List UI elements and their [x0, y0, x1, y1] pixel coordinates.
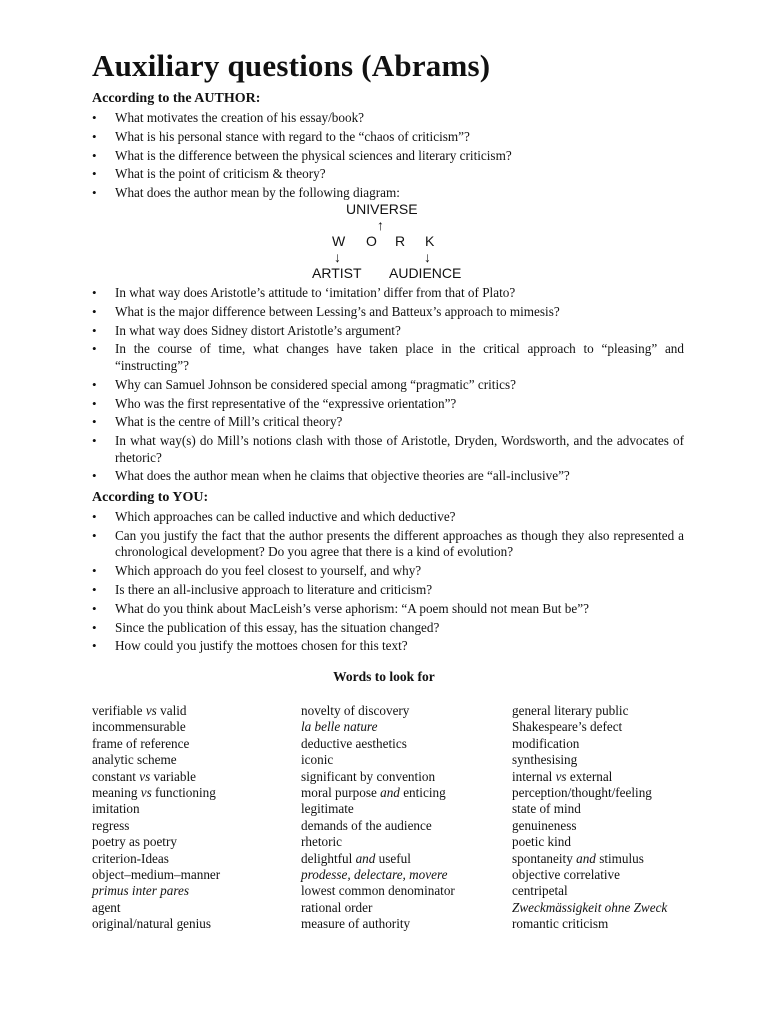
word-term: [92, 834, 220, 850]
word-term-segment: and: [576, 850, 596, 866]
word-term-segment: novelty of discovery: [301, 703, 410, 718]
word-term-segment: centripetal: [512, 883, 568, 899]
word-term: [92, 916, 220, 932]
word-term: [301, 883, 455, 899]
diagram-artist: ARTIST: [312, 265, 362, 281]
word-term-segment: prodesse, delectare, movere: [301, 867, 448, 883]
word-term: [301, 834, 455, 850]
question-item: • What motivates the creation of his essay/book?: [92, 110, 684, 127]
word-term-segment: vs: [140, 785, 152, 801]
question-item: • What is the point of criticism & theory?: [92, 166, 684, 183]
word-term: [92, 851, 220, 867]
you-section-heading: According to YOU:: [92, 490, 209, 505]
word-term: [512, 867, 667, 883]
word-term-segment: constant: [92, 768, 140, 784]
diagram-universe: UNIVERSE: [346, 201, 418, 217]
word-term-segment: moral purpose: [301, 785, 381, 801]
word-term-segment: genuineness: [512, 817, 577, 833]
word-term-segment: Shakespeare’s defect: [512, 719, 623, 735]
word-term: [92, 818, 220, 834]
word-term-segment: enticing: [399, 785, 446, 801]
word-term: [92, 900, 220, 916]
author-questions-part-2: [92, 285, 684, 487]
word-term-segment: objective correlative: [512, 867, 621, 883]
question-item: • Can you justify the fact that the author presents the different approaches as though they also represented a chronological development? Do you agree that there is a kind of evolution?: [92, 528, 684, 561]
question-item: • In what way does Aristotle’s attitude to ‘imitation’ differ from that of Plato?: [92, 285, 684, 302]
word-term-segment: frame of reference: [92, 735, 190, 751]
word-term: [92, 769, 220, 785]
question-item: • What is his personal stance with regard to the “chaos of criticism”?: [92, 129, 684, 146]
word-term: [512, 900, 667, 916]
words-column-3: [512, 703, 667, 933]
word-term-segment: lowest common denominator: [301, 883, 455, 899]
question-item: • In what way does Sidney distort Aristotle’s argument?: [92, 323, 684, 340]
diagram-arrow-up-icon: ↑: [377, 217, 384, 233]
word-term-segment: external: [566, 768, 613, 784]
word-term: [512, 719, 667, 735]
word-term: [512, 883, 667, 899]
word-term-segment: rational order: [301, 899, 373, 915]
word-term: [301, 703, 455, 719]
word-term: [512, 785, 667, 801]
word-term: [301, 752, 455, 768]
question-item: • What is the difference between the physical sciences and literary criticism?: [92, 148, 684, 165]
word-term-segment: perception/thought/feeling: [512, 785, 652, 801]
word-term-segment: and: [355, 850, 376, 866]
word-term: [92, 736, 220, 752]
question-item: • Who was the first representative of the “expressive orientation”?: [92, 396, 684, 413]
word-term-segment: spontaneity: [512, 850, 577, 866]
question-item: • What does the author mean when he claims that objective theories are “all-inclusive”?: [92, 468, 684, 485]
question-item: • Since the publication of this essay, has the situation changed?: [92, 620, 684, 637]
diagram-arrow-down-right-icon: ↓: [424, 249, 431, 265]
diagram-letter-r: R: [395, 233, 406, 249]
word-term: [512, 834, 667, 850]
word-term: [512, 703, 667, 719]
word-term-segment: Zweckmässigkeit ohne Zweck: [512, 899, 668, 915]
word-term-segment: vs: [145, 703, 157, 718]
word-term: [301, 867, 455, 883]
word-term: [512, 801, 667, 817]
word-term-segment: vs: [139, 768, 151, 784]
word-term: [92, 867, 220, 883]
word-term: [301, 916, 455, 932]
word-term-segment: poetry as poetry: [92, 834, 177, 850]
question-item: • What is the major difference between Lessing’s and Batteux’s approach to mimesis?: [92, 304, 684, 321]
word-term-segment: primus inter pares: [92, 883, 189, 899]
author-section-heading: According to the AUTHOR:: [92, 91, 261, 106]
word-term-segment: state of mind: [512, 801, 581, 817]
word-term: [92, 801, 220, 817]
word-term-segment: poetic kind: [512, 834, 571, 850]
word-term-segment: rhetoric: [301, 834, 343, 850]
word-term-segment: verifiable: [92, 703, 146, 718]
word-term-segment: la belle nature: [301, 719, 378, 735]
word-term: [92, 703, 220, 719]
word-term-segment: incommensurable: [92, 719, 186, 735]
word-term-segment: deductive aesthetics: [301, 735, 407, 751]
you-questions: [92, 509, 684, 657]
word-term-segment: original/natural genius: [92, 916, 212, 932]
word-term-segment: iconic: [301, 752, 334, 768]
question-item: • Which approach do you feel closest to yourself, and why?: [92, 563, 684, 580]
word-term: [92, 752, 220, 768]
word-term: [512, 818, 667, 834]
word-term: [301, 900, 455, 916]
word-term: [512, 916, 667, 932]
word-term: [301, 851, 455, 867]
word-term: [512, 769, 667, 785]
word-term-segment: general literary public: [512, 703, 629, 718]
word-term-segment: criterion-Ideas: [92, 850, 169, 866]
word-term: [301, 801, 455, 817]
word-term-segment: vs: [555, 768, 567, 784]
word-term: [301, 769, 455, 785]
word-term: [512, 752, 667, 768]
question-item: • Why can Samuel Johnson be considered special among “pragmatic” critics?: [92, 377, 684, 394]
word-term: [301, 818, 455, 834]
word-term-segment: delightful: [301, 850, 356, 866]
question-item: • What is the centre of Mill’s critical theory?: [92, 414, 684, 431]
word-term-segment: significant by convention: [301, 768, 436, 784]
word-term: [512, 736, 667, 752]
diagram-letter-o: O: [366, 233, 377, 249]
word-term: [512, 851, 667, 867]
word-term: [92, 883, 220, 899]
word-term-segment: valid: [156, 703, 187, 718]
word-term-segment: measure of authority: [301, 916, 411, 932]
words-column-2: [301, 703, 455, 933]
word-term-segment: and: [380, 785, 400, 801]
diagram-letter-k: K: [425, 233, 435, 249]
word-term-segment: agent: [92, 899, 121, 915]
question-item: • Is there an all-inclusive approach to literature and criticism?: [92, 582, 684, 599]
author-questions-part-1: [92, 110, 684, 204]
word-term-segment: modification: [512, 735, 580, 751]
diagram-audience: AUDIENCE: [389, 265, 462, 281]
word-term-segment: analytic scheme: [92, 752, 177, 768]
question-item: • In what way(s) do Mill’s notions clash with those of Aristotle, Dryden, Wordsworth, and the advocates of rhetoric?: [92, 433, 684, 466]
question-item: • Which approaches can be called inductive and which deductive?: [92, 509, 684, 526]
word-term-segment: synthesising: [512, 752, 578, 768]
question-item: • How could you justify the mottoes chosen for this text?: [92, 638, 684, 655]
question-item: • In the course of time, what changes have taken place in the critical approach to “pleasing” and “instructing”?: [92, 341, 684, 374]
word-term: [301, 785, 455, 801]
word-term-segment: romantic criticism: [512, 916, 609, 932]
word-term-segment: object–medium–manner: [92, 867, 221, 883]
word-term-segment: stimulus: [595, 850, 644, 866]
words-heading: Words to look for: [333, 669, 435, 684]
word-term-segment: useful: [375, 850, 411, 866]
words-column-1: [92, 703, 220, 933]
question-item: • What do you think about MacLeish’s verse aphorism: “A poem should not mean But be”?: [92, 601, 684, 618]
word-term: [301, 736, 455, 752]
word-term-segment: functioning: [151, 785, 216, 801]
diagram-letter-w: W: [332, 233, 346, 249]
word-term: [92, 785, 220, 801]
document-title: Auxiliary questions (Abrams): [92, 48, 491, 83]
word-term: [301, 719, 455, 735]
word-term-segment: regress: [92, 817, 130, 833]
question-item: • What does the author mean by the following diagram:: [92, 185, 684, 202]
diagram-arrow-down-left-icon: ↓: [334, 249, 341, 265]
word-term-segment: imitation: [92, 801, 140, 817]
word-term-segment: demands of the audience: [301, 817, 432, 833]
word-term-segment: internal: [512, 768, 556, 784]
word-term-segment: legitimate: [301, 801, 354, 817]
word-term-segment: variable: [150, 768, 197, 784]
word-term-segment: meaning: [92, 785, 141, 801]
word-term: [92, 719, 220, 735]
